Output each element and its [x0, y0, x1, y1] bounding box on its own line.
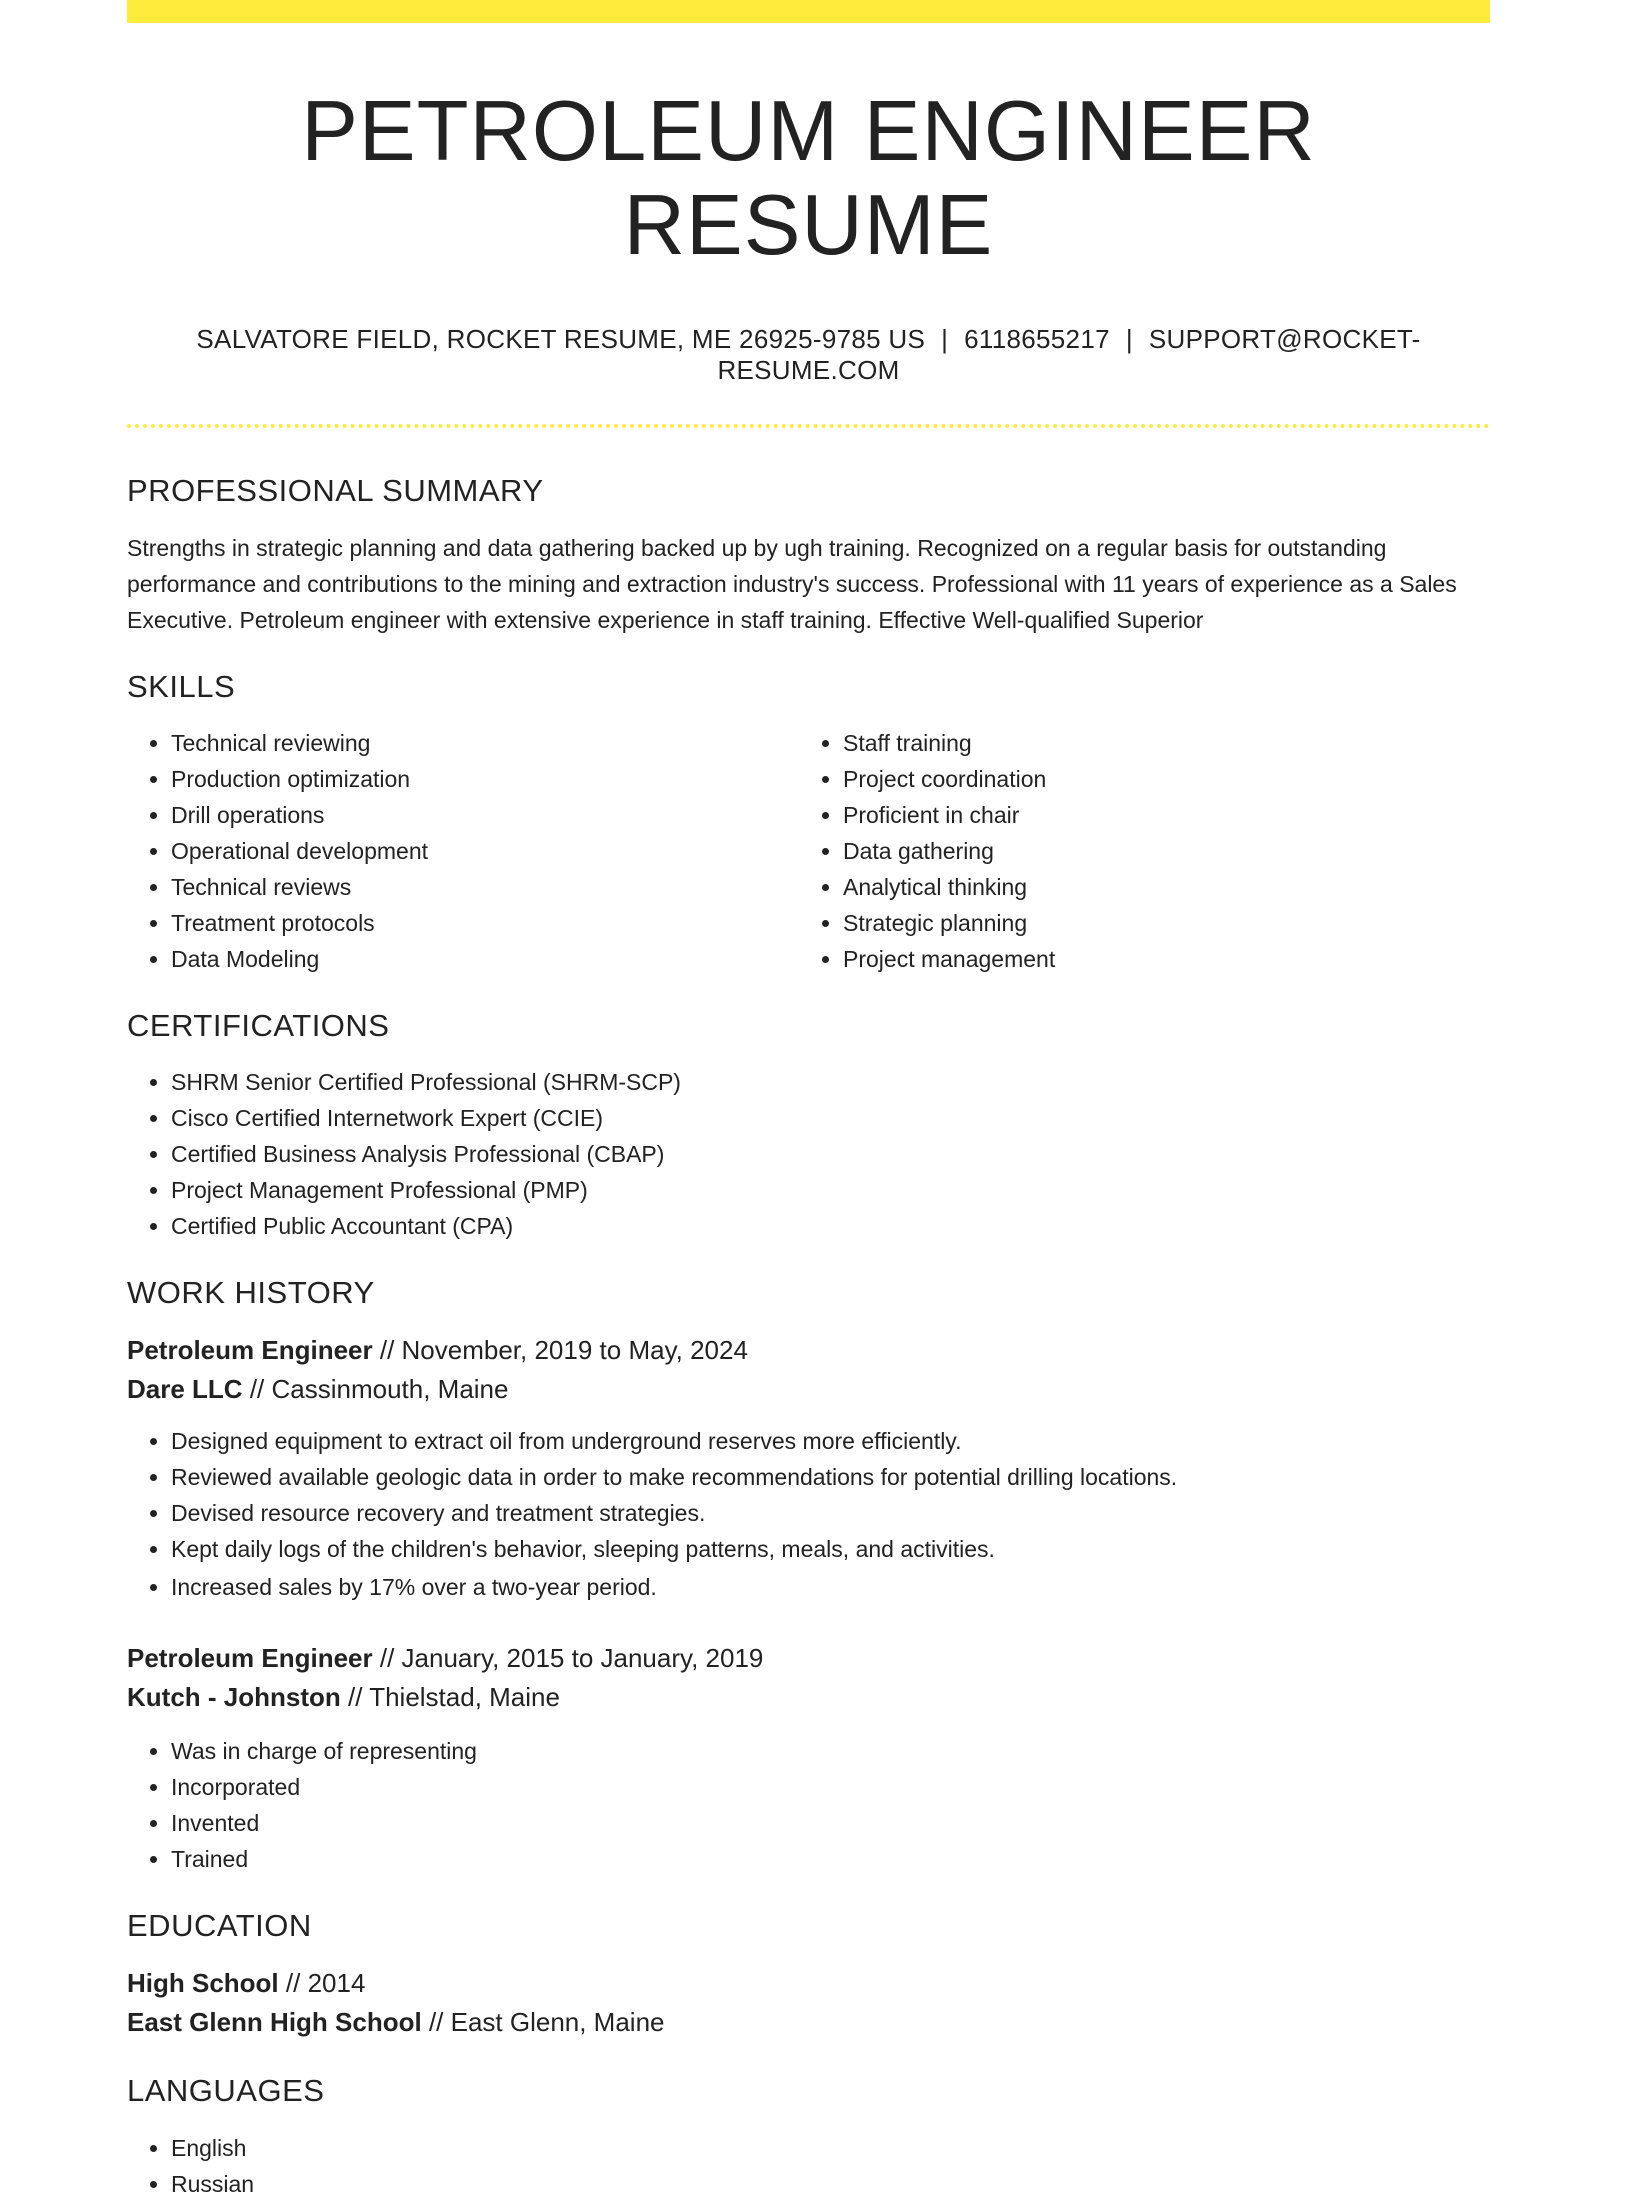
skill-item: • Data gathering [843, 833, 1443, 869]
section-heading-languages: LANGUAGES [127, 2073, 325, 2109]
education-year: // 2014 [285, 1968, 366, 1999]
education-section [127, 1907, 1490, 2042]
job-location: // Thielstad, Maine [348, 1682, 560, 1713]
job-company: Kutch - Johnston [127, 1682, 341, 1713]
job-entry [127, 1639, 1490, 1877]
job-dates: // November, 2019 to May, 2024 [379, 1335, 748, 1366]
job-title-line [127, 1639, 1490, 1678]
skill-item: • Operational development [171, 833, 799, 869]
contact-separator: | [1125, 324, 1133, 354]
skills-columns [127, 705, 1490, 977]
contact-phone: 6118655217 [964, 324, 1110, 354]
resume-page [127, 0, 1490, 2202]
language-item: • Russian [171, 2166, 1490, 2202]
job-company: Dare LLC [127, 1374, 243, 1405]
job-bullet: • Increased sales by 17% over a two-year period. [171, 1569, 1490, 1605]
job-bullet: • Kept daily logs of the children's behavior, sleeping patterns, meals, and activities. [171, 1531, 1490, 1567]
skill-item: • Project management [843, 941, 1443, 977]
job-title: Petroleum Engineer [127, 1335, 373, 1366]
job-dates: // January, 2015 to January, 2019 [379, 1643, 764, 1674]
certification-item: • Project Management Professional (PMP) [171, 1172, 1490, 1208]
accent-top-bar [127, 0, 1490, 23]
skill-item: • Treatment protocols [171, 905, 799, 941]
section-heading-certifications: CERTIFICATIONS [127, 1007, 390, 1043]
professional-summary-section [127, 472, 1490, 637]
skills-list-right [799, 725, 1443, 977]
education-location: // East Glenn, Maine [428, 2007, 665, 2038]
skill-item: • Project coordination [843, 761, 1443, 797]
skill-item: • Drill operations [171, 797, 799, 833]
education-degree: High School [127, 1968, 279, 1999]
contact-line [127, 324, 1490, 386]
job-bullet: • Invented [171, 1805, 1490, 1841]
skill-item: • Analytical thinking [843, 869, 1443, 905]
certification-item: • Certified Public Accountant (CPA) [171, 1208, 1490, 1244]
language-item: • English [171, 2130, 1490, 2166]
contact-email: SUPPORT@ROCKET-RESUME.COM [717, 324, 1421, 386]
skill-item: • Strategic planning [843, 905, 1443, 941]
job-bullets [127, 1733, 1490, 1877]
section-heading-summary: PROFESSIONAL SUMMARY [127, 473, 544, 509]
certification-item: • Certified Business Analysis Professional (CBAP) [171, 1136, 1490, 1172]
skill-item: • Data Modeling [171, 941, 799, 977]
work-history-section [127, 1274, 1490, 1877]
job-bullets [127, 1423, 1490, 1605]
certifications-section [127, 1007, 1490, 1244]
skill-item: • Technical reviews [171, 869, 799, 905]
dotted-divider [127, 424, 1490, 428]
section-heading-education: EDUCATION [127, 1908, 312, 1944]
summary-text: Strengths in strategic planning and data gathering backed up by ugh training. Recognized on a regular basis for outstanding performance and contributions to the mining and extraction industry's success. Professional with 11 years of experience as a Sales Executive. Petroleum engineer with extensive experience in staff training. Effective Well-qualified Superior [127, 534, 1457, 633]
job-bullet: • Was in charge of representing [171, 1733, 1490, 1769]
education-school-line [127, 2003, 1490, 2042]
job-bullet: • Designed equipment to extract oil from underground reserves more efficiently. [171, 1423, 1490, 1459]
skill-item: • Production optimization [171, 761, 799, 797]
languages-section [127, 2072, 1490, 2201]
languages-list [127, 2130, 1490, 2202]
skill-item: • Staff training [843, 725, 1443, 761]
section-heading-skills: SKILLS [127, 668, 236, 704]
job-location: // Cassinmouth, Maine [249, 1374, 509, 1405]
certification-item: • SHRM Senior Certified Professional (SHRM-SCP) [171, 1064, 1490, 1100]
section-heading-work-history: WORK HISTORY [127, 1274, 375, 1310]
job-title: Petroleum Engineer [127, 1643, 373, 1674]
job-entry [127, 1331, 1490, 1605]
job-bullet: • Reviewed available geologic data in order to make recommendations for potential drilling locations. [171, 1459, 1490, 1495]
contact-address: SALVATORE FIELD, ROCKET RESUME, ME 26925-9785 US [196, 324, 926, 354]
job-title-line [127, 1331, 1490, 1370]
skills-section [127, 668, 1490, 977]
certifications-list [127, 1064, 1490, 1244]
skill-item: • Technical reviewing [171, 725, 799, 761]
skill-item: • Proficient in chair [843, 797, 1443, 833]
skills-list-left [127, 725, 799, 977]
education-school: East Glenn High School [127, 2007, 422, 2038]
education-degree-line [127, 1964, 1490, 2003]
job-company-line [127, 1370, 1490, 1409]
job-bullet: • Trained [171, 1841, 1490, 1877]
job-bullet: • Devised resource recovery and treatment strategies. [171, 1495, 1490, 1531]
resume-title: PETROLEUM ENGINEER RESUME [301, 84, 1316, 273]
job-company-line [127, 1678, 1490, 1717]
certification-item: • Cisco Certified Internetwork Expert (CCIE) [171, 1100, 1490, 1136]
education-entry [127, 1964, 1490, 2042]
contact-separator: | [941, 324, 949, 354]
job-bullet: • Incorporated [171, 1769, 1490, 1805]
